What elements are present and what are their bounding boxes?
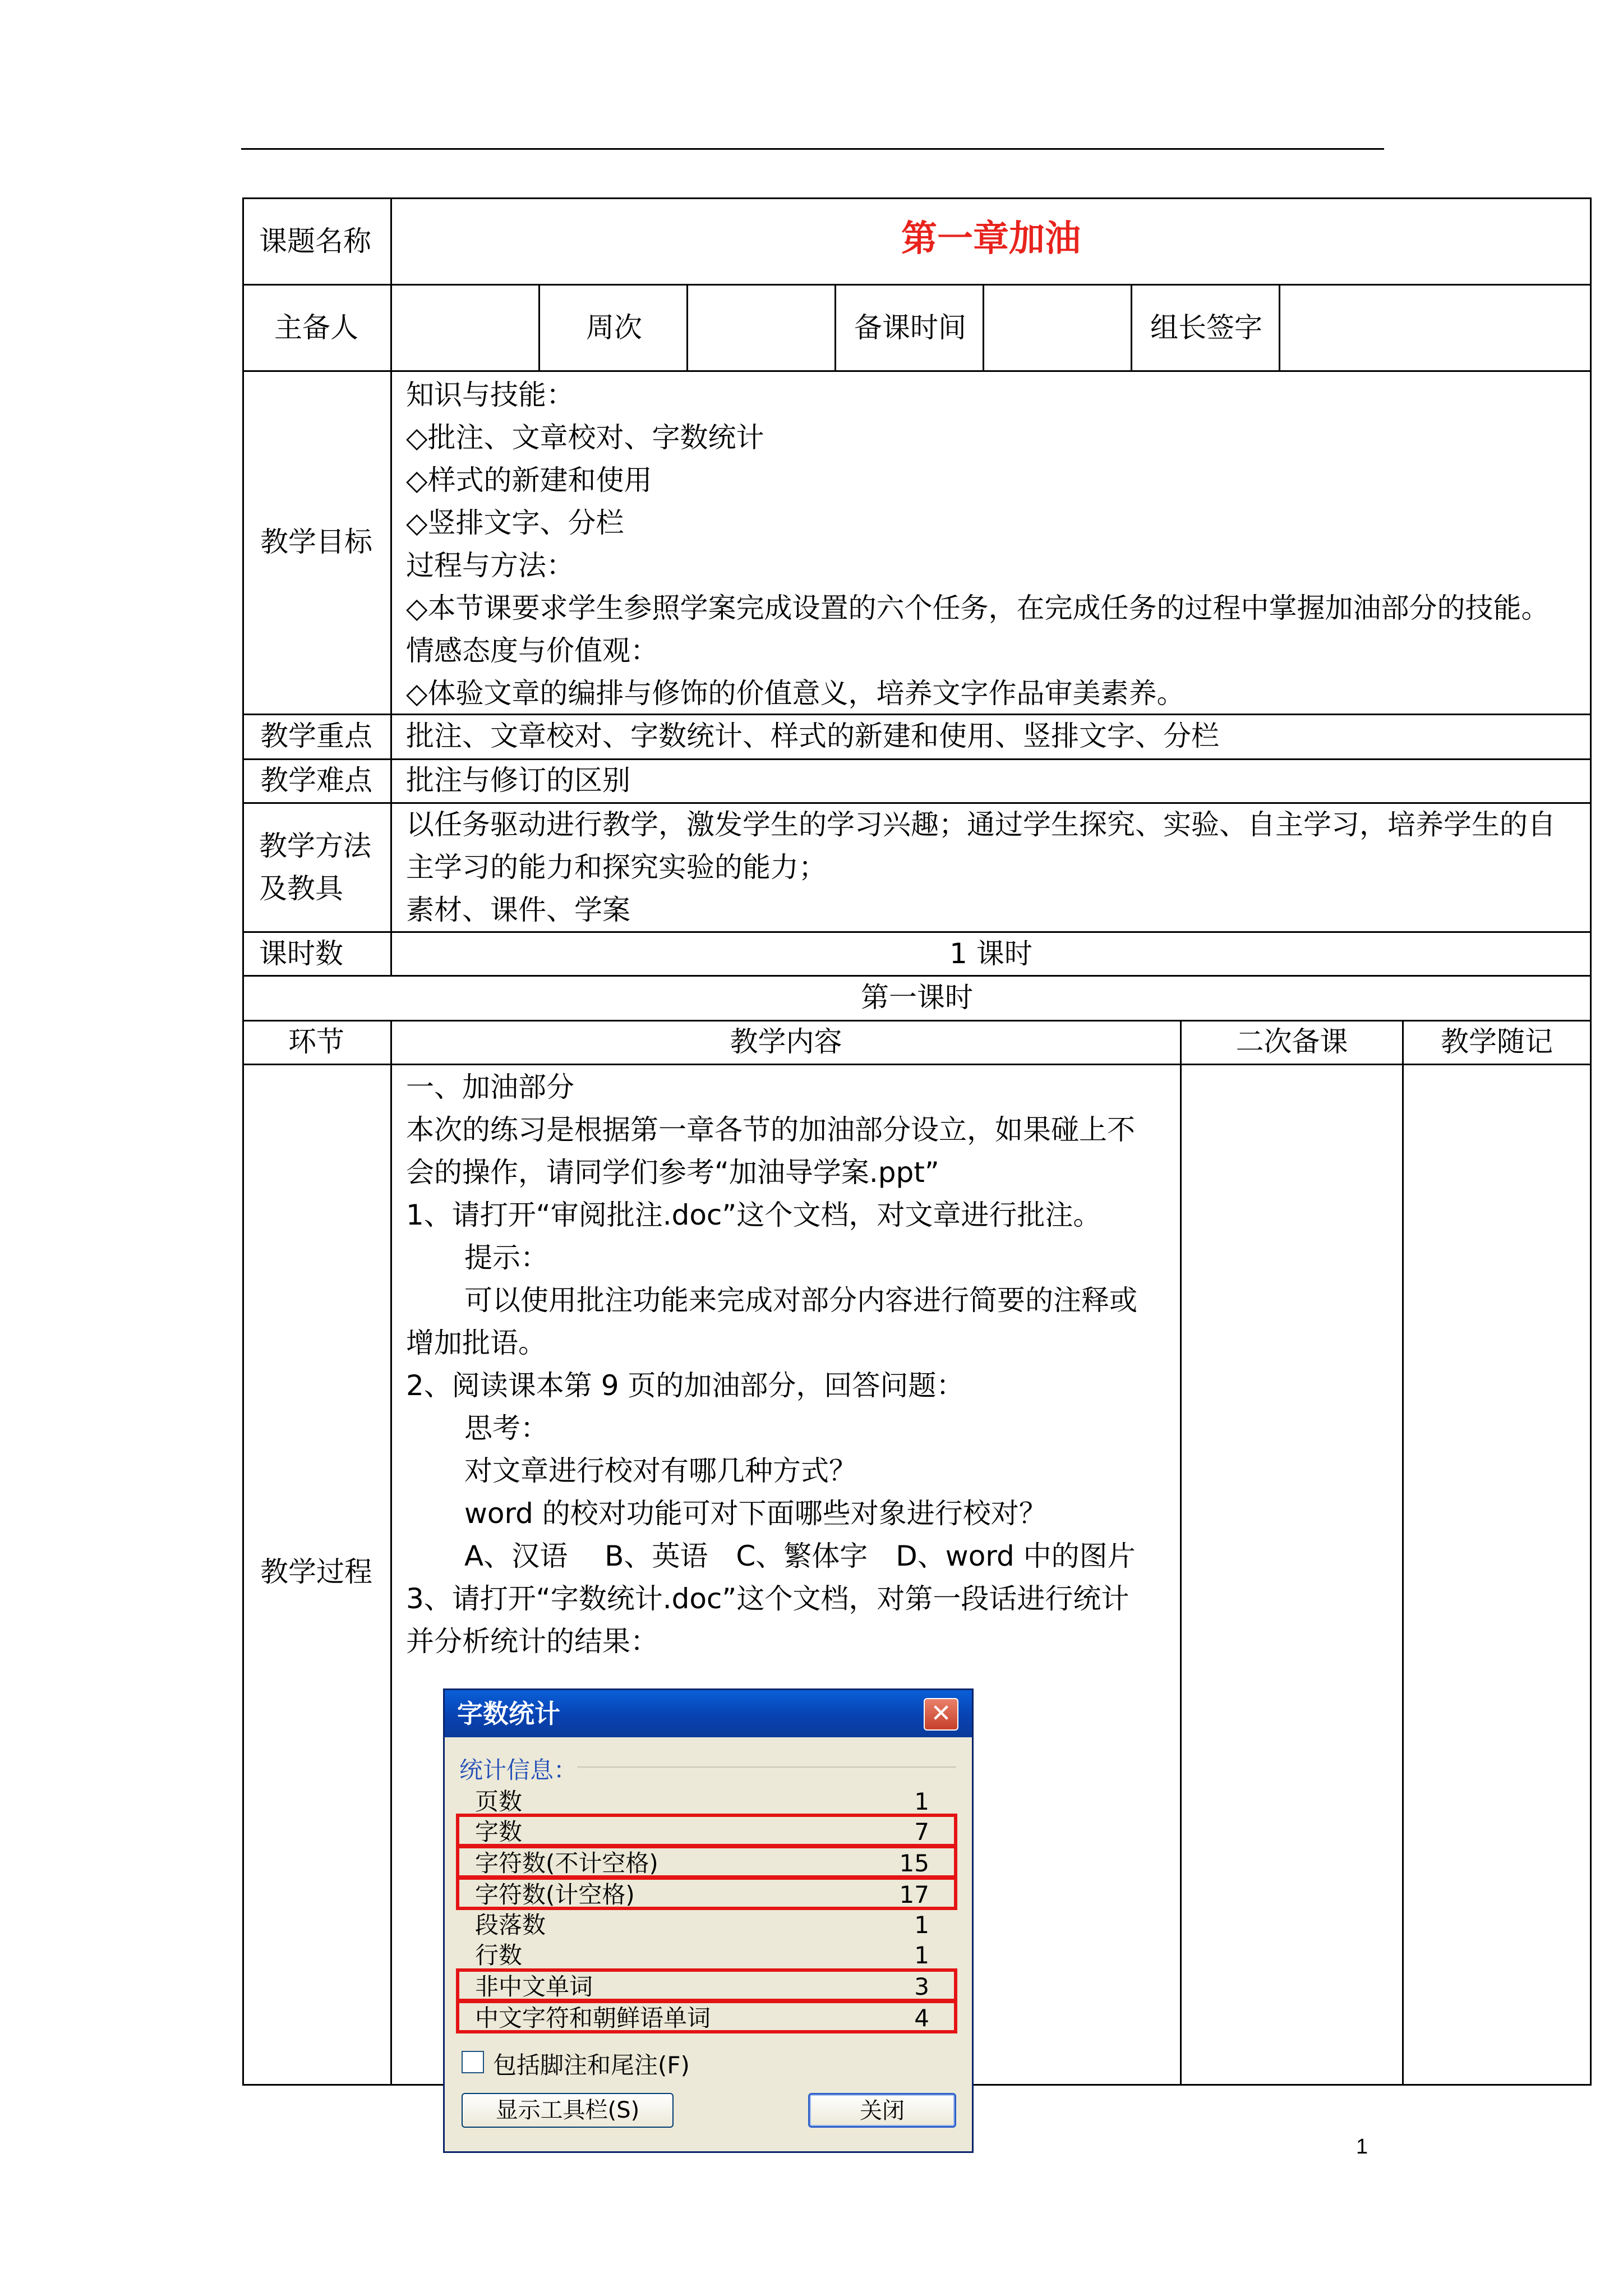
stat-label: 非中文单词 bbox=[475, 1973, 593, 2000]
stat-value: 1 bbox=[914, 1911, 929, 1939]
process-line: 思考： bbox=[464, 1412, 548, 1444]
process-line: 提示： bbox=[464, 1241, 548, 1274]
highlight-box bbox=[456, 1968, 957, 2002]
stat-value: 15 bbox=[899, 1849, 929, 1877]
week-label: 周次 bbox=[586, 311, 642, 344]
stat-row bbox=[475, 1940, 929, 1971]
stats-group-label: 统计信息： bbox=[459, 1756, 578, 1784]
preparer-label: 主备人 bbox=[274, 311, 358, 344]
process-line: 增加批语。 bbox=[406, 1327, 546, 1359]
process-line: 2、阅读课本第 9 页的加油部分，回答问题： bbox=[406, 1369, 965, 1402]
highlight-box bbox=[456, 1845, 957, 1879]
highlight-box bbox=[456, 1876, 957, 1910]
dialog-title: 字数统计 bbox=[457, 1699, 560, 1729]
objective-line: ◇竖排文字、分栏 bbox=[406, 507, 624, 539]
stat-label: 段落数 bbox=[475, 1911, 546, 1939]
process-line: 1、请打开“审阅批注.doc”这个文档，对文章进行批注。 bbox=[406, 1199, 1101, 1231]
objectives-text bbox=[406, 374, 1549, 715]
stat-label: 字符数(不计空格) bbox=[475, 1849, 658, 1877]
key-points-text: 批注、文章校对、字数统计、样式的新建和使用、竖排文字、分栏 bbox=[406, 720, 1219, 752]
methods-label-line: 及教具 bbox=[259, 872, 343, 905]
stat-label: 字数 bbox=[475, 1818, 523, 1846]
col-notes: 教学随记 bbox=[1441, 1025, 1553, 1058]
difficulties-label: 教学难点 bbox=[260, 764, 372, 797]
header-rule bbox=[241, 148, 1384, 150]
hours-label: 课时数 bbox=[259, 937, 343, 970]
leader-sign-label: 组长签字 bbox=[1150, 311, 1262, 344]
process-label: 教学过程 bbox=[260, 1556, 372, 1588]
process-line: 可以使用批注功能来完成对部分内容进行简要的注释或 bbox=[464, 1284, 1137, 1317]
objective-line: 知识与技能： bbox=[406, 379, 574, 411]
stat-value: 1 bbox=[914, 1788, 929, 1815]
stat-value: 3 bbox=[914, 1973, 929, 2000]
process-line: A、汉语 B、英语 C、繁体字 D、word 中的图片 bbox=[464, 1540, 1136, 1572]
stat-label: 页数 bbox=[475, 1788, 523, 1815]
group-divider bbox=[577, 1766, 956, 1768]
word-count-dialog bbox=[443, 1688, 974, 2153]
objective-line: ◇本节课要求学生参照学案完成设置的六个任务，在完成任务的过程中掌握加油部分的技能。 bbox=[406, 592, 1550, 624]
stat-label: 字符数(计空格) bbox=[475, 1881, 635, 1908]
process-line: 对文章进行校对有哪几种方式？ bbox=[464, 1455, 857, 1487]
process-line: word 的校对功能可对下面哪些对象进行校对？ bbox=[464, 1497, 1047, 1530]
stat-value: 17 bbox=[899, 1881, 929, 1908]
include-footnotes-checkbox[interactable] bbox=[462, 2051, 484, 2073]
page-number: 1 bbox=[1356, 2135, 1368, 2159]
objective-line: ◇样式的新建和使用 bbox=[406, 464, 652, 496]
process-line: 一、加油部分 bbox=[406, 1071, 574, 1103]
col-second-prep: 二次备课 bbox=[1235, 1025, 1348, 1058]
stat-label: 行数 bbox=[475, 1941, 523, 1969]
objective-line: ◇批注、文章校对、字数统计 bbox=[406, 421, 764, 454]
topic-label: 课题名称 bbox=[259, 225, 371, 257]
process-line: 本次的练习是根据第一章各节的加油部分设立，如果碰上不 bbox=[406, 1114, 1135, 1146]
methods-label bbox=[259, 825, 371, 910]
hours-value: 1 课时 bbox=[949, 937, 1032, 970]
methods-line: 素材、课件、学案 bbox=[406, 894, 630, 926]
methods-text bbox=[406, 803, 1556, 931]
process-line: 会的操作，请同学们参考“加油导学案.ppt” bbox=[406, 1156, 939, 1189]
col-content: 教学内容 bbox=[730, 1025, 842, 1058]
methods-line: 以任务驱动进行教学，激发学生的学习兴趣；通过学生探究、实验、自主学习，培养学生的自 bbox=[406, 808, 1556, 841]
process-line: 3、请打开“字数统计.doc”这个文档，对第一段话进行统计 bbox=[406, 1582, 1129, 1615]
objective-line: ◇体验文章的编排与修饰的价值意义，培养文字作品审美素养。 bbox=[406, 677, 1185, 710]
highlight-box bbox=[456, 2000, 957, 2033]
show-toolbar-button[interactable]: 显示工具栏(S) bbox=[462, 2093, 674, 2128]
dialog-titlebar bbox=[445, 1690, 972, 1737]
process-text bbox=[406, 1066, 1137, 1663]
stat-value: 4 bbox=[914, 2004, 929, 2032]
include-footnotes-label: 包括脚注和尾注(F) bbox=[493, 2051, 690, 2079]
close-button[interactable]: 关闭 bbox=[808, 2093, 956, 2128]
stat-row bbox=[475, 1787, 929, 1817]
col-stage: 环节 bbox=[288, 1025, 344, 1058]
page-title: 第一章加油 bbox=[901, 218, 1081, 260]
stat-row bbox=[475, 1910, 929, 1940]
close-icon[interactable]: ✕ bbox=[924, 1698, 958, 1731]
objective-line: 过程与方法： bbox=[406, 549, 574, 582]
stat-value: 7 bbox=[914, 1818, 929, 1846]
highlight-box bbox=[456, 1814, 957, 1847]
key-points-label: 教学重点 bbox=[260, 720, 372, 752]
objective-line: 情感态度与价值观： bbox=[406, 634, 658, 667]
methods-line: 主学习的能力和探究实验的能力； bbox=[406, 851, 827, 884]
stat-label: 中文字符和朝鲜语单词 bbox=[475, 2004, 711, 2032]
prep-time-label: 备课时间 bbox=[854, 311, 966, 344]
stat-value: 1 bbox=[914, 1941, 929, 1969]
methods-label-line: 教学方法 bbox=[259, 830, 371, 862]
session-title: 第一课时 bbox=[861, 981, 973, 1014]
objectives-label: 教学目标 bbox=[260, 526, 372, 558]
process-line: 并分析统计的结果： bbox=[406, 1625, 658, 1658]
difficulties-text: 批注与修订的区别 bbox=[406, 764, 630, 797]
